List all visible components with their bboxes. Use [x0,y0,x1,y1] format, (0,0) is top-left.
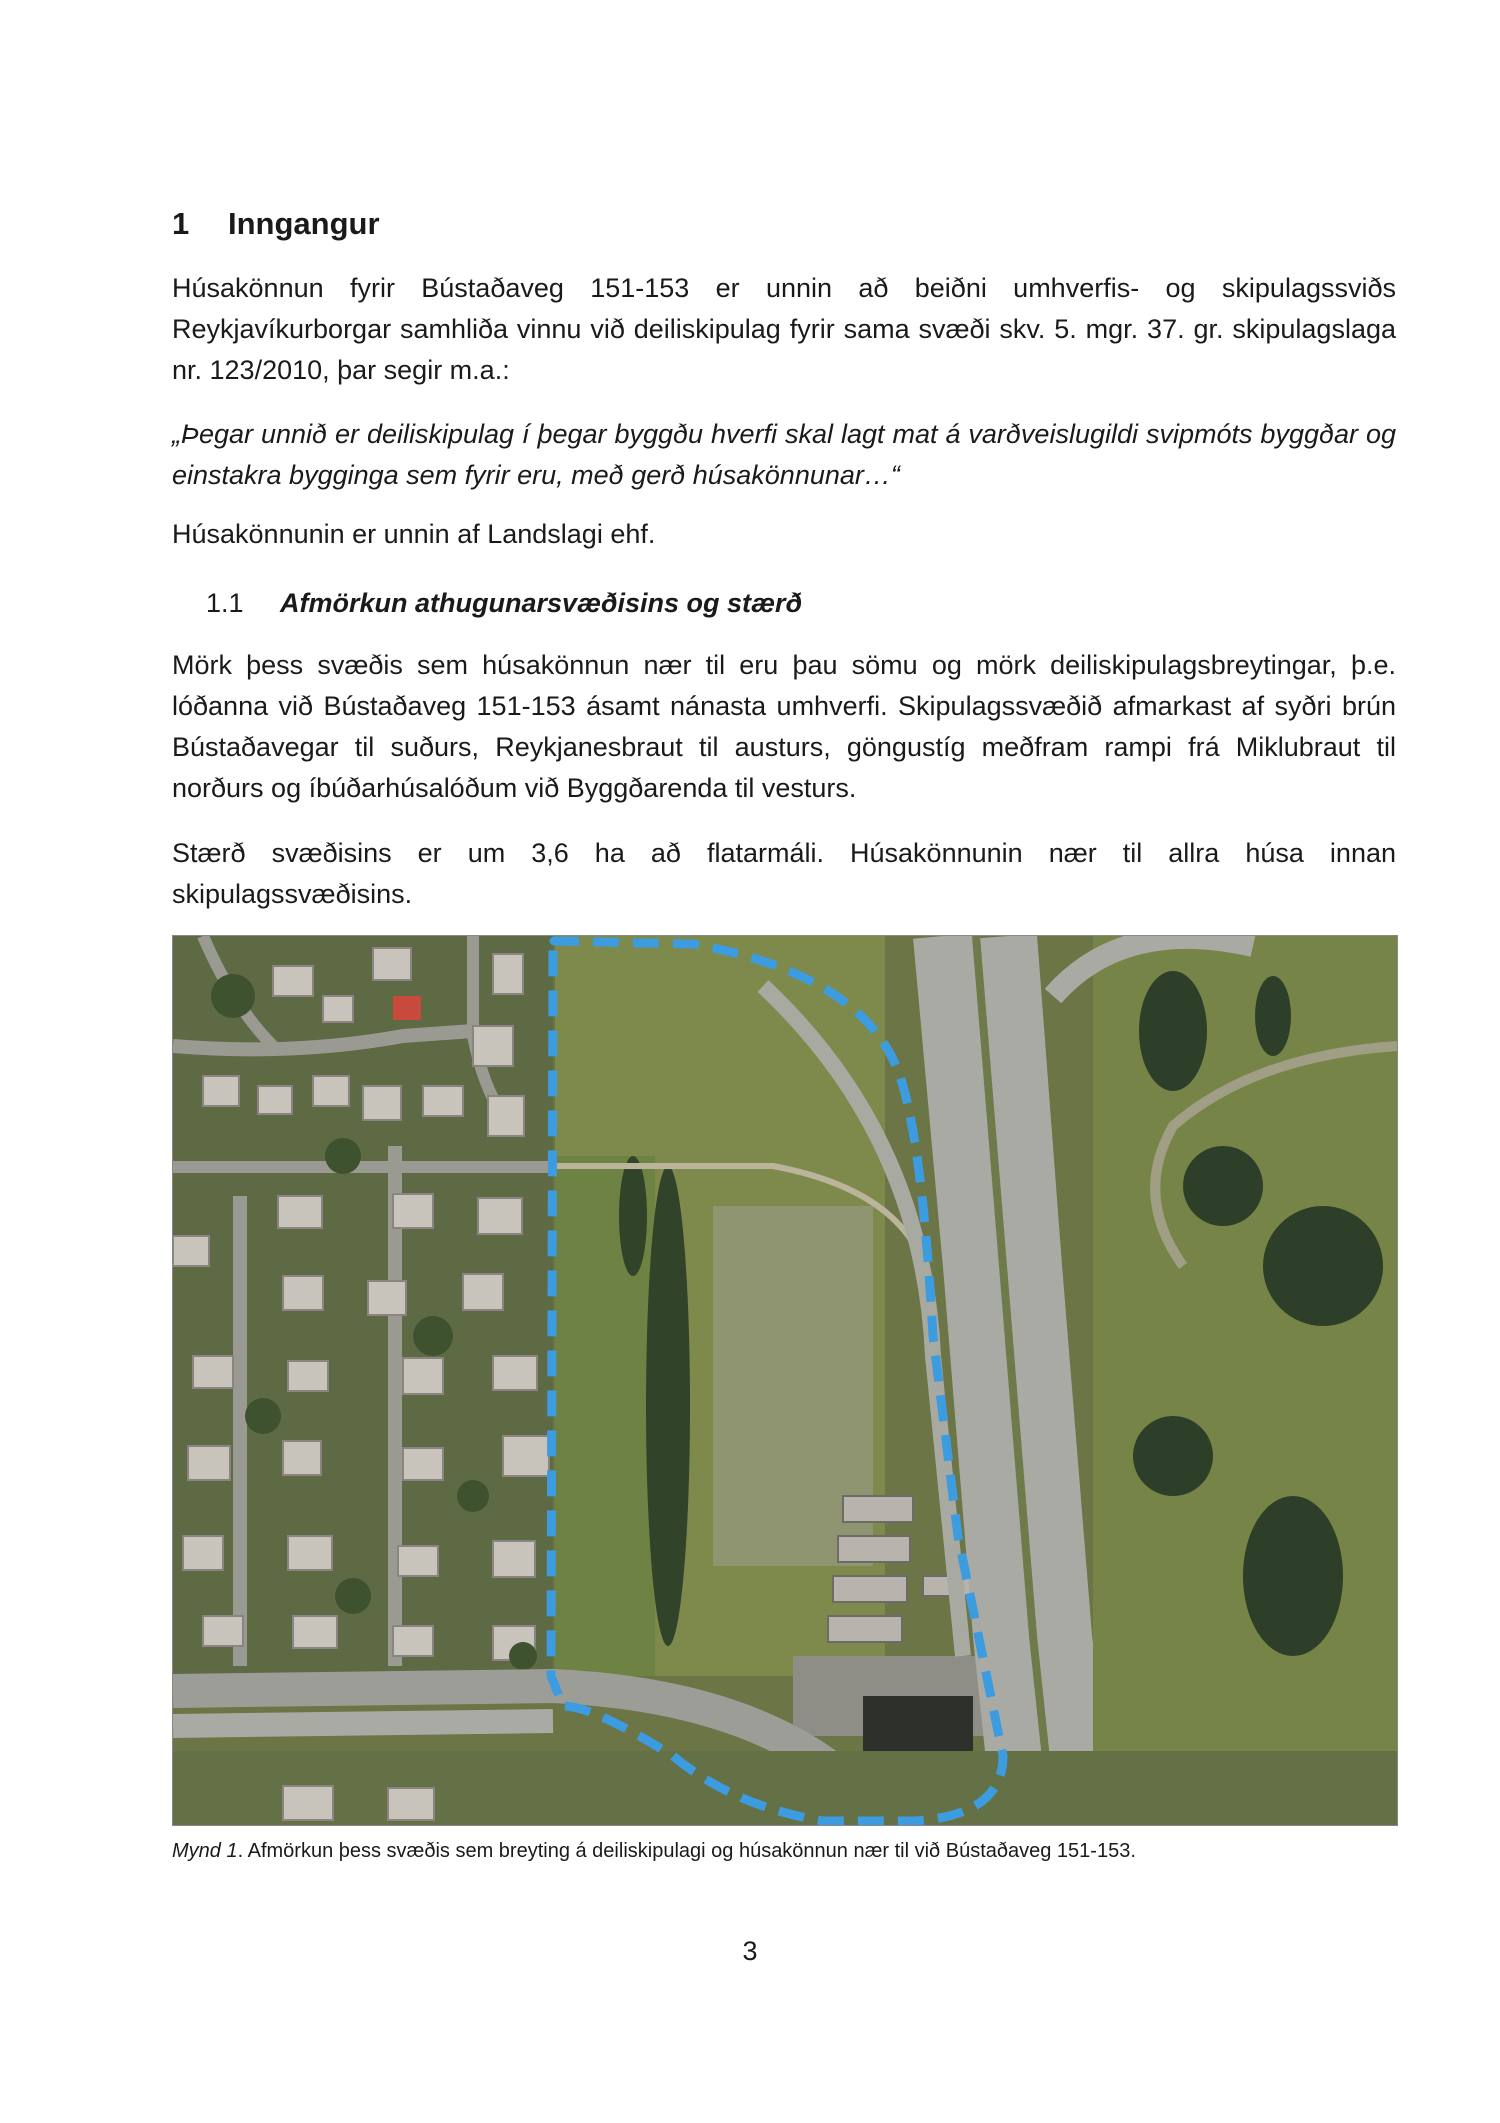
size-paragraph: Stærð svæðisins er um 3,6 ha að flatarmáli. Húsakönnunin nær til allra húsa innan skipulagssvæðisins. [172,838,1396,909]
east-green-area [1093,936,1397,1825]
section-heading [172,206,380,242]
figure-caption [172,1840,1136,1863]
figure-label: Mynd 1 [172,1840,238,1862]
aerial-map-figure [172,935,1398,1826]
subsection-number: 1.1 [206,588,244,618]
section-number: 1 [172,206,190,241]
author-paragraph: Húsakönnunin er unnin af Landslagi ehf. [172,519,656,549]
page-number: 3 [742,1936,758,1966]
subsection-title: Afmörkun athugunarsvæðisins og stærð [280,588,803,618]
figure-caption-text: . Afmörkun þess svæðis sem breyting á deiliskipulagi og húsakönnun nær til við Bústaðaveg 151-153. [237,1840,1136,1862]
aerial-photo [173,936,1397,1825]
section-title: Inngangur [228,206,380,241]
law-quote: „Þegar unnið er deiliskipulag í þegar byggðu hverfi skal lagt mat á varðveislugildi svipmóts byggðar og einstakra bygginga sem fyrir eru, með gerð húsakönnunar…“ [172,419,1396,490]
intro-paragraph: Húsakönnun fyrir Bústaðaveg 151-153 er unnin að beiðni umhverfis- og skipulagssviðs Reykjavíkurborgar samhliða vinnu við deiliskipulag fyrir sama svæði skv. 5. mgr. 37. gr. skipulagslaga nr. 123/2010, þar segir m.a.: [172,273,1396,385]
boundary-paragraph: Mörk þess svæðis sem húsakönnun nær til eru þau sömu og mörk deiliskipulagsbreytingar, þ.e. lóðanna við Bústaðaveg 151-153 ásamt nánasta umhverfi. Skipulagssvæðið afmarkast af syðri brún Bústaðavegar til suðurs, Reykjanesbraut til austurs, göngustíg meðfram rampi frá Miklubraut til norðurs og íbúðarhúsalóðum við Byggðarenda til vesturs. [172,650,1396,803]
subsection-heading [206,588,802,619]
